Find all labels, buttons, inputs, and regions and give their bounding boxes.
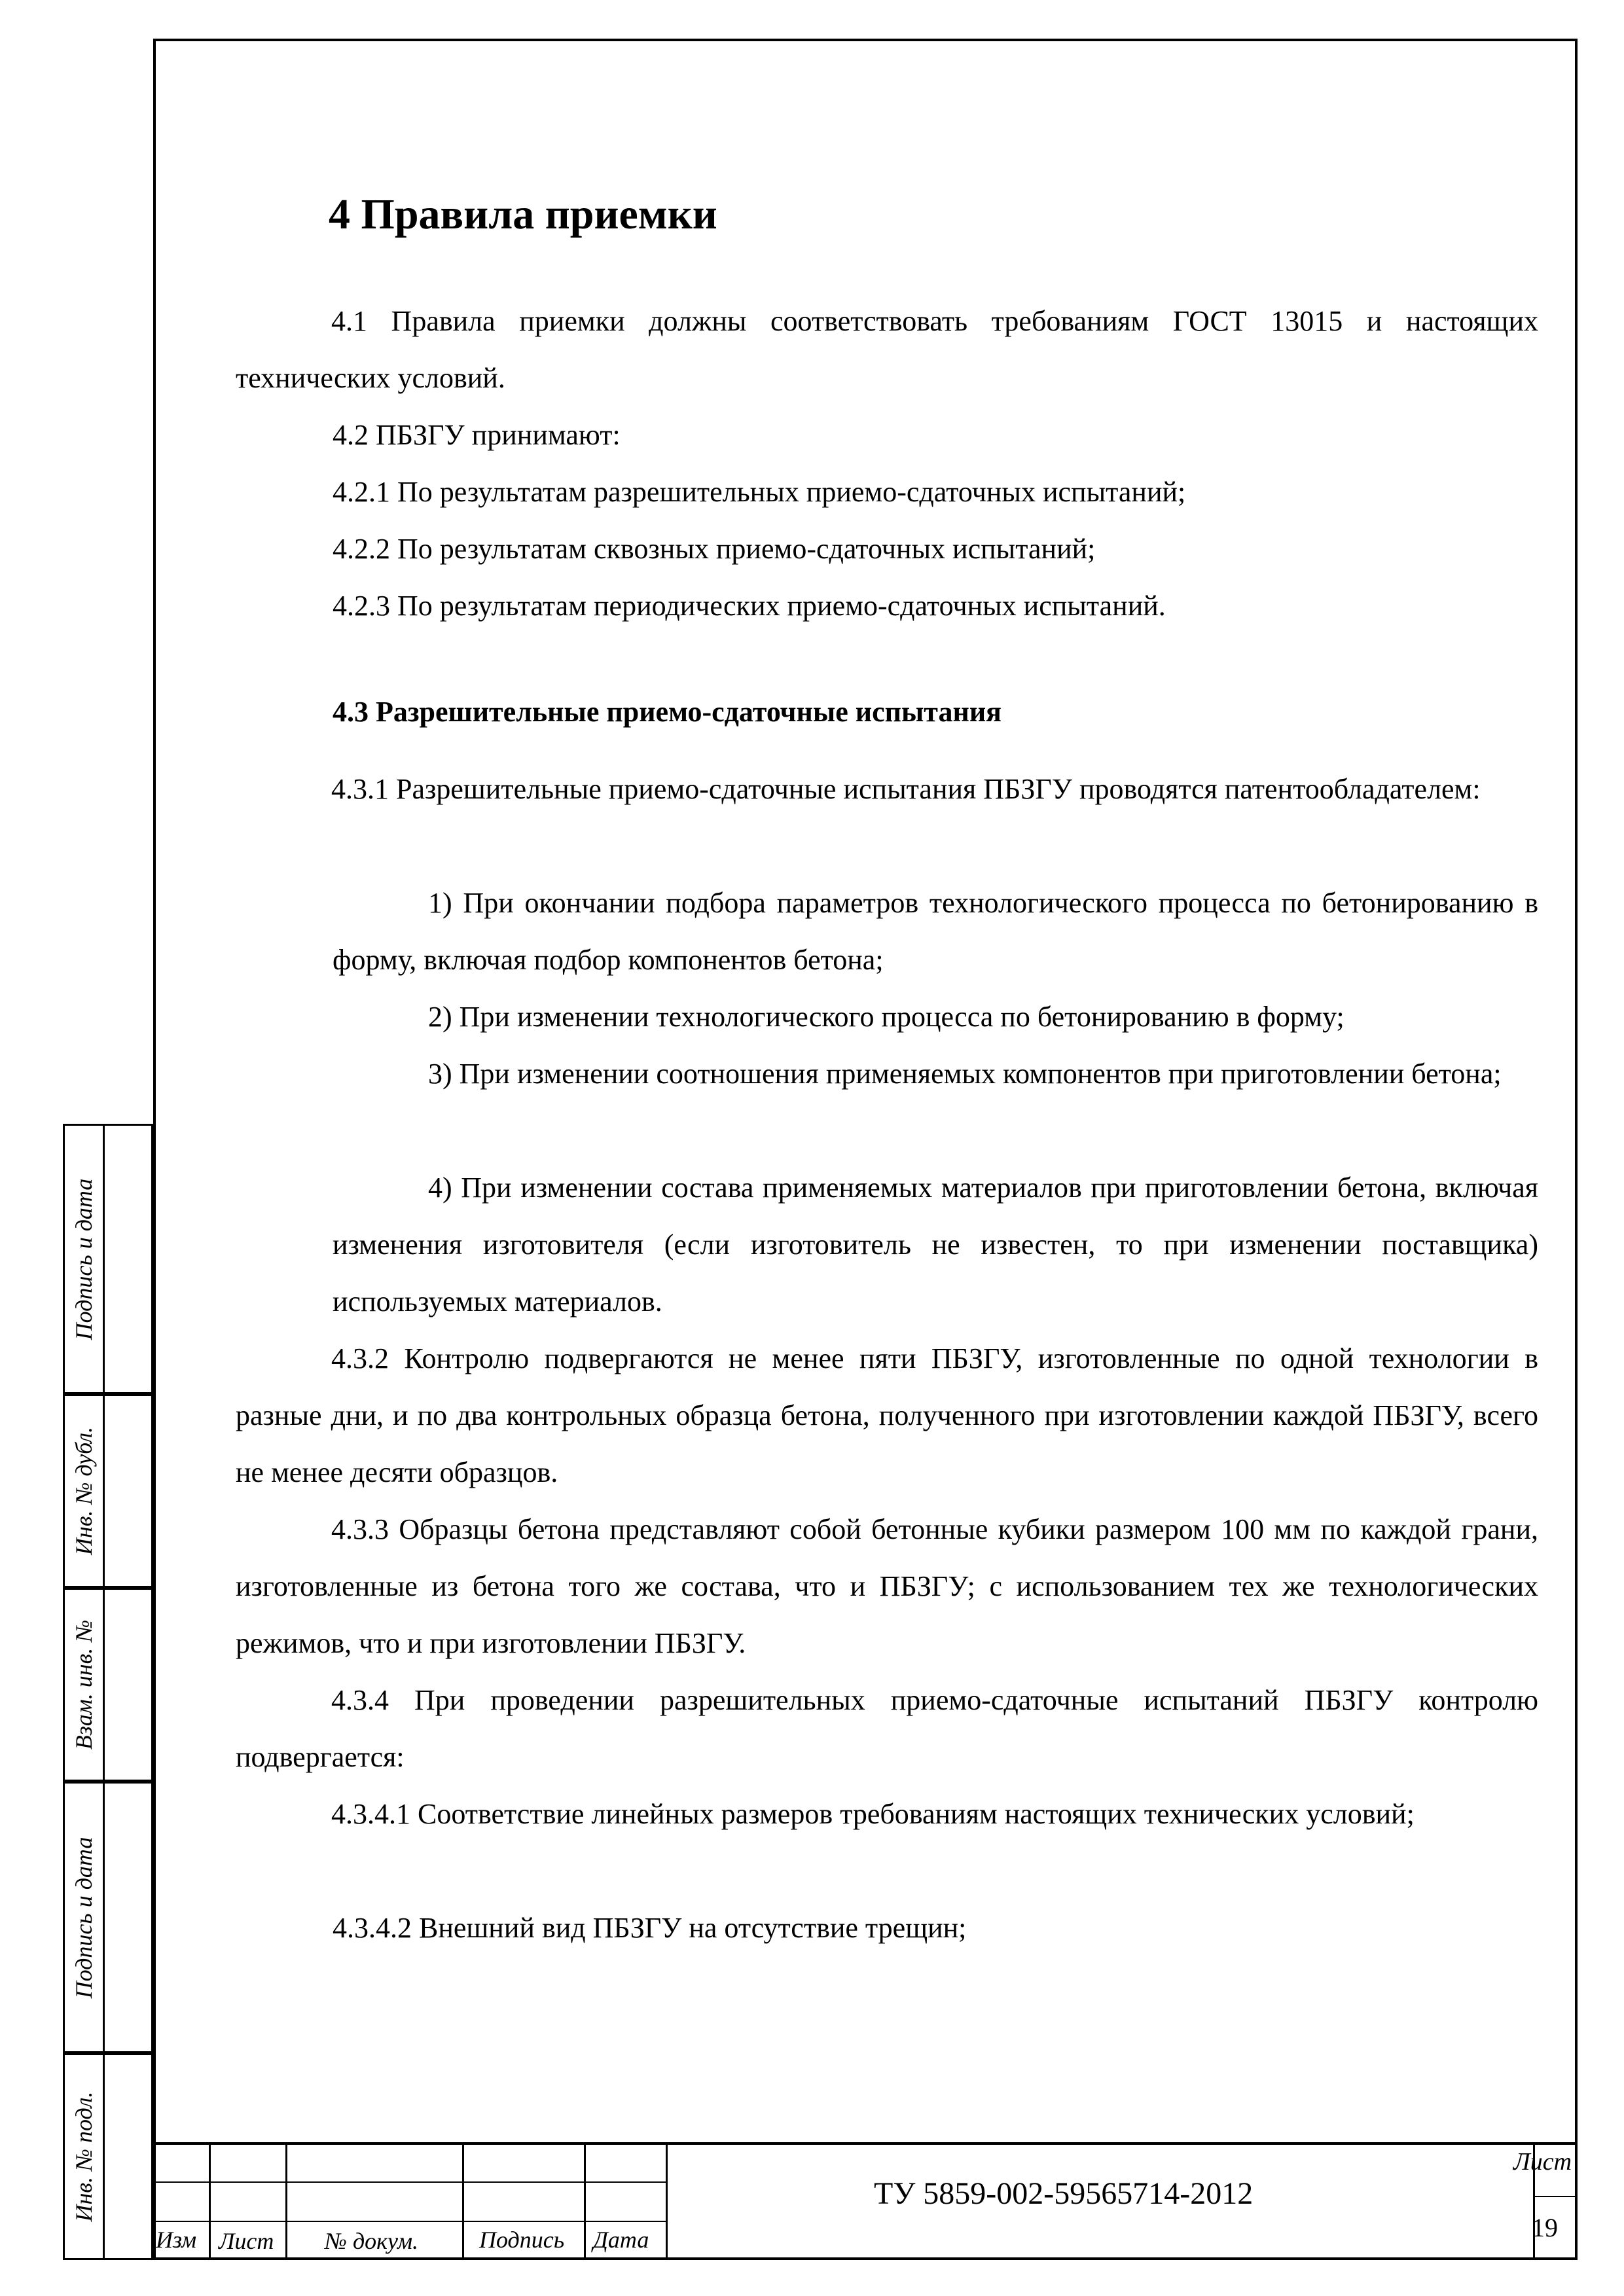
- paragraph: 4.2 ПБЗГУ принимают:: [333, 419, 621, 451]
- izm-label: Изм: [156, 2227, 197, 2253]
- paragraph: 4.3.1 Разрешительные приемо-сдаточные испытания ПБЗГУ проводятся патентообладателем:: [331, 773, 1481, 805]
- section-heading: 4 Правила приемки: [329, 190, 717, 238]
- side-stamp-signature-date-1: [63, 1124, 153, 1394]
- paragraph: 4.2.3 По результатам периодических приемо-сдаточных испытаний.: [333, 590, 1166, 622]
- paragraph: 4.3.4 При проведении разрешительных приемо-сдаточные испытаний ПБЗГУ контролю подвергается:: [236, 1684, 1538, 1773]
- list-item: 1) При окончании подбора параметров технологического процесса по бетонированию в форму, включая подбор компонентов бетона;: [333, 887, 1538, 976]
- side-stamp-signature-date-2: [63, 1782, 153, 2053]
- date-label: Дата: [593, 2227, 649, 2253]
- list-item: 4) При изменении состава применяемых материалов при приготовлении бетона, включая изменения изготовителя (если изготовитель не известен, то при изменении поставщика) используемых материалов.: [333, 1172, 1538, 1318]
- list-label: Лист: [219, 2228, 274, 2254]
- paragraph: 4.2.1 По результатам разрешительных приемо-сдаточных испытаний;: [333, 476, 1186, 508]
- side-stamp-dup-inv: [63, 1394, 153, 1588]
- paragraph: 4.3.2 Контролю подвергаются не менее пяти ПБЗГУ, изготовленные по одной технологии в разные дни, и по два контрольных образца бетона, полученного при изготовлении каждой ПБЗГУ, всего не менее десяти образцов.: [236, 1342, 1538, 1488]
- side-label: Взам. инв. №: [71, 1619, 97, 1750]
- side-label: Инв. № дубл.: [71, 1426, 97, 1556]
- paragraph: 4.1 Правила приемки должны соответствовать требованиям ГОСТ 13015 и настоящих технических условий.: [236, 305, 1538, 394]
- side-label: Подпись и дата: [71, 1178, 97, 1340]
- side-stamp-replacement-inv: [63, 1588, 153, 1782]
- subsection-heading: 4.3 Разрешительные приемо-сдаточные испытания: [333, 696, 1001, 728]
- side-stamp-original-inv: [63, 2053, 153, 2260]
- sheet-label: Лист: [1513, 2148, 1572, 2176]
- paragraph: 4.3.3 Образцы бетона представляют собой бетонные кубики размером 100 мм по каждой грани, изготовленные из бетона того же состава, что и ПБЗГУ; с использованием тех же технологических режимов, что и при изготовлении ПБЗГУ.: [236, 1513, 1538, 1659]
- paragraph: 4.2.2 По результатам сквозных приемо-сдаточных испытаний;: [333, 533, 1096, 565]
- list-item: 3) При изменении соотношения применяемых компонентов при приготовлении бетона;: [428, 1058, 1502, 1090]
- signature-label: Подпись: [479, 2227, 565, 2253]
- side-label: Инв. № подл.: [71, 2091, 97, 2222]
- paragraph: 4.3.4.1 Соответствие линейных размеров требованиям настоящих технических условий;: [331, 1798, 1415, 1830]
- paragraph: 4.3.4.2 Внешний вид ПБЗГУ на отсутствие трещин;: [333, 1912, 967, 1944]
- sheet-number: 19: [1532, 2213, 1558, 2242]
- side-label: Подпись и дата: [71, 1837, 97, 1998]
- doc-number-label: № докум.: [325, 2228, 419, 2254]
- list-item: 2) При изменении технологического процесса по бетонированию в форму;: [428, 1001, 1344, 1033]
- document-code: ТУ 5859-002-59565714-2012: [874, 2176, 1254, 2211]
